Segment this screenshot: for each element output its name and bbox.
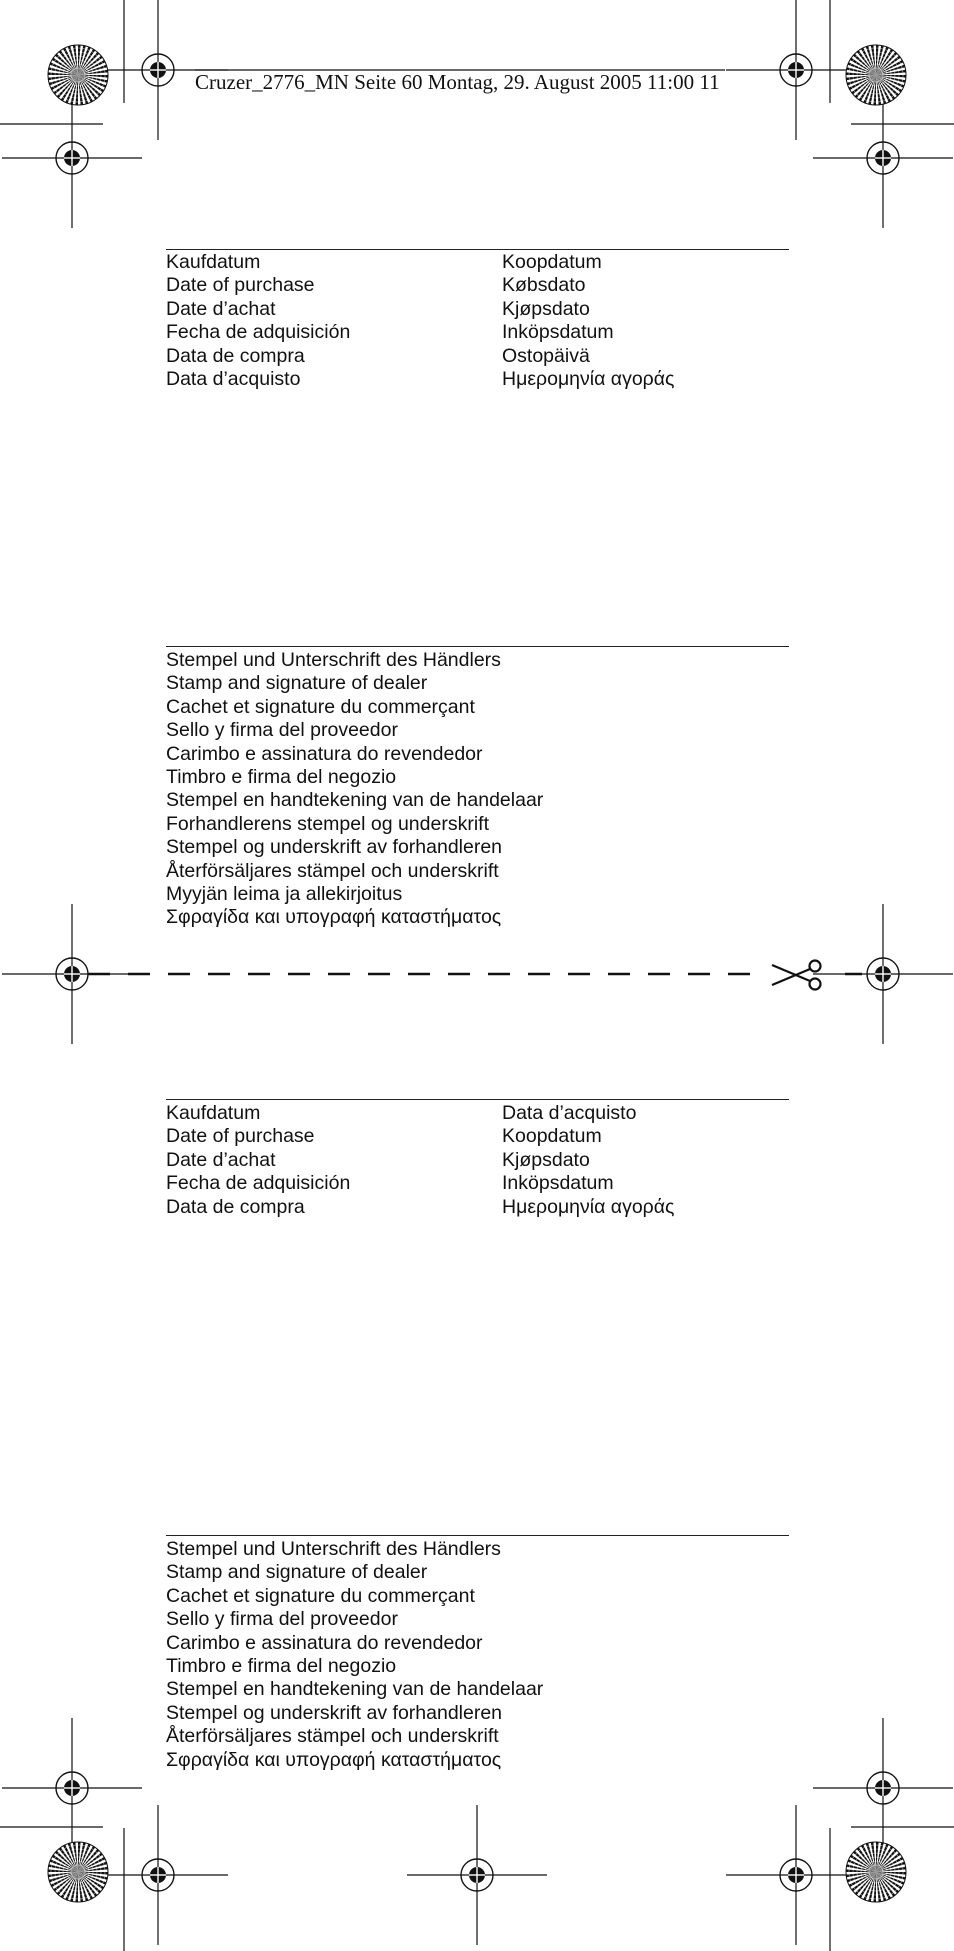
starburst-target-icon xyxy=(48,45,108,105)
label: Sello y firma del proveedor xyxy=(166,719,398,742)
dealer-stamp-labels xyxy=(166,649,543,930)
label: Timbro e firma del negozio xyxy=(166,1655,397,1678)
registration-mark-icon xyxy=(726,1805,866,1945)
label: Fecha de adquisición xyxy=(166,1172,351,1195)
label: Σφραγίδα και υπογραφή καταστήματος xyxy=(166,906,502,929)
label: Sello y firma del proveedor xyxy=(166,1608,398,1631)
registration-mark-icon xyxy=(2,88,142,228)
registration-mark-icon xyxy=(813,1718,953,1858)
label: Stempel und Unterschrift des Händlers xyxy=(166,1538,501,1560)
label: Data de compra xyxy=(166,344,305,367)
label: Koopdatum xyxy=(502,251,602,273)
label: Inköpsdatum xyxy=(502,321,614,344)
label: Carimbo e assinatura do revendedor xyxy=(166,1631,483,1654)
label: Stempel og underskrift av forhandleren xyxy=(166,1701,503,1724)
label: Ημερομηνία αγοράς xyxy=(502,1195,675,1218)
label: Date of purchase xyxy=(166,1125,315,1148)
label: Kaufdatum xyxy=(166,1102,261,1124)
section-rule-3 xyxy=(166,1099,789,1100)
label: Ημερομηνία αγοράς xyxy=(502,368,675,391)
purchase-date-left-column xyxy=(166,251,350,391)
label: Data d’acquisto xyxy=(166,368,301,391)
dealer-stamp-labels-2 xyxy=(166,1538,543,1772)
section-rule-2 xyxy=(166,646,789,647)
label: Cachet et signature du commerçant xyxy=(166,1584,475,1607)
label: Stamp and signature of dealer xyxy=(166,672,428,695)
label: Kjøpsdato xyxy=(502,297,590,320)
label: Stempel og underskrift av forhandleren xyxy=(166,836,503,859)
label: Återförsäljares stämpel och underskrift xyxy=(166,859,499,882)
label: Købsdato xyxy=(502,274,586,297)
label: Stempel en handtekening van de handelaar xyxy=(166,789,544,812)
label: Date of purchase xyxy=(166,274,315,297)
purchase-date-right-column-2 xyxy=(502,1102,674,1219)
registration-mark-icon xyxy=(88,1805,228,1945)
label: Date d’achat xyxy=(166,1148,276,1171)
registration-mark-icon xyxy=(813,904,953,1044)
label: Kjøpsdato xyxy=(502,1148,590,1171)
label: Fecha de adquisición xyxy=(166,321,351,344)
registration-mark-icon xyxy=(407,1805,547,1945)
starburst-target-icon xyxy=(48,1842,108,1902)
purchase-date-left-column-2 xyxy=(166,1102,350,1219)
label: Stamp and signature of dealer xyxy=(166,1561,428,1584)
label: Cachet et signature du commerçant xyxy=(166,695,475,718)
label: Ostopäivä xyxy=(502,344,590,367)
section-rule-4 xyxy=(166,1535,789,1536)
registration-mark-icon xyxy=(726,0,866,140)
starburst-target-icon xyxy=(846,1842,906,1902)
purchase-date-right-column xyxy=(502,251,674,391)
label: Stempel und Unterschrift des Händlers xyxy=(166,649,501,671)
label: Inköpsdatum xyxy=(502,1172,614,1195)
section-rule-1 xyxy=(166,249,789,250)
registration-mark-icon xyxy=(813,88,953,228)
starburst-target-icon xyxy=(846,45,906,105)
label: Date d’achat xyxy=(166,297,276,320)
label: Timbro e firma del negozio xyxy=(166,766,397,789)
label: Myyjän leima ja allekirjoitus xyxy=(166,883,403,906)
label: Stempel en handtekening van de handelaar xyxy=(166,1678,544,1701)
label: Återförsäljares stämpel och underskrift xyxy=(166,1725,499,1748)
label: Carimbo e assinatura do revendedor xyxy=(166,742,483,765)
registration-mark-icon xyxy=(2,904,142,1044)
label: Koopdatum xyxy=(502,1125,602,1148)
label: Forhandlerens stempel og underskrift xyxy=(166,812,489,835)
label: Σφραγίδα και υπογραφή καταστήματος xyxy=(166,1748,502,1771)
print-slug-header: Cruzer_2776_MN Seite 60 Montag, 29. August 2005 11:00 11 xyxy=(195,70,720,94)
label: Kaufdatum xyxy=(166,251,261,273)
registration-mark-icon xyxy=(2,1718,142,1858)
label: Data de compra xyxy=(166,1195,305,1218)
scissors-icon xyxy=(772,961,821,990)
label: Data d’acquisto xyxy=(502,1102,637,1124)
